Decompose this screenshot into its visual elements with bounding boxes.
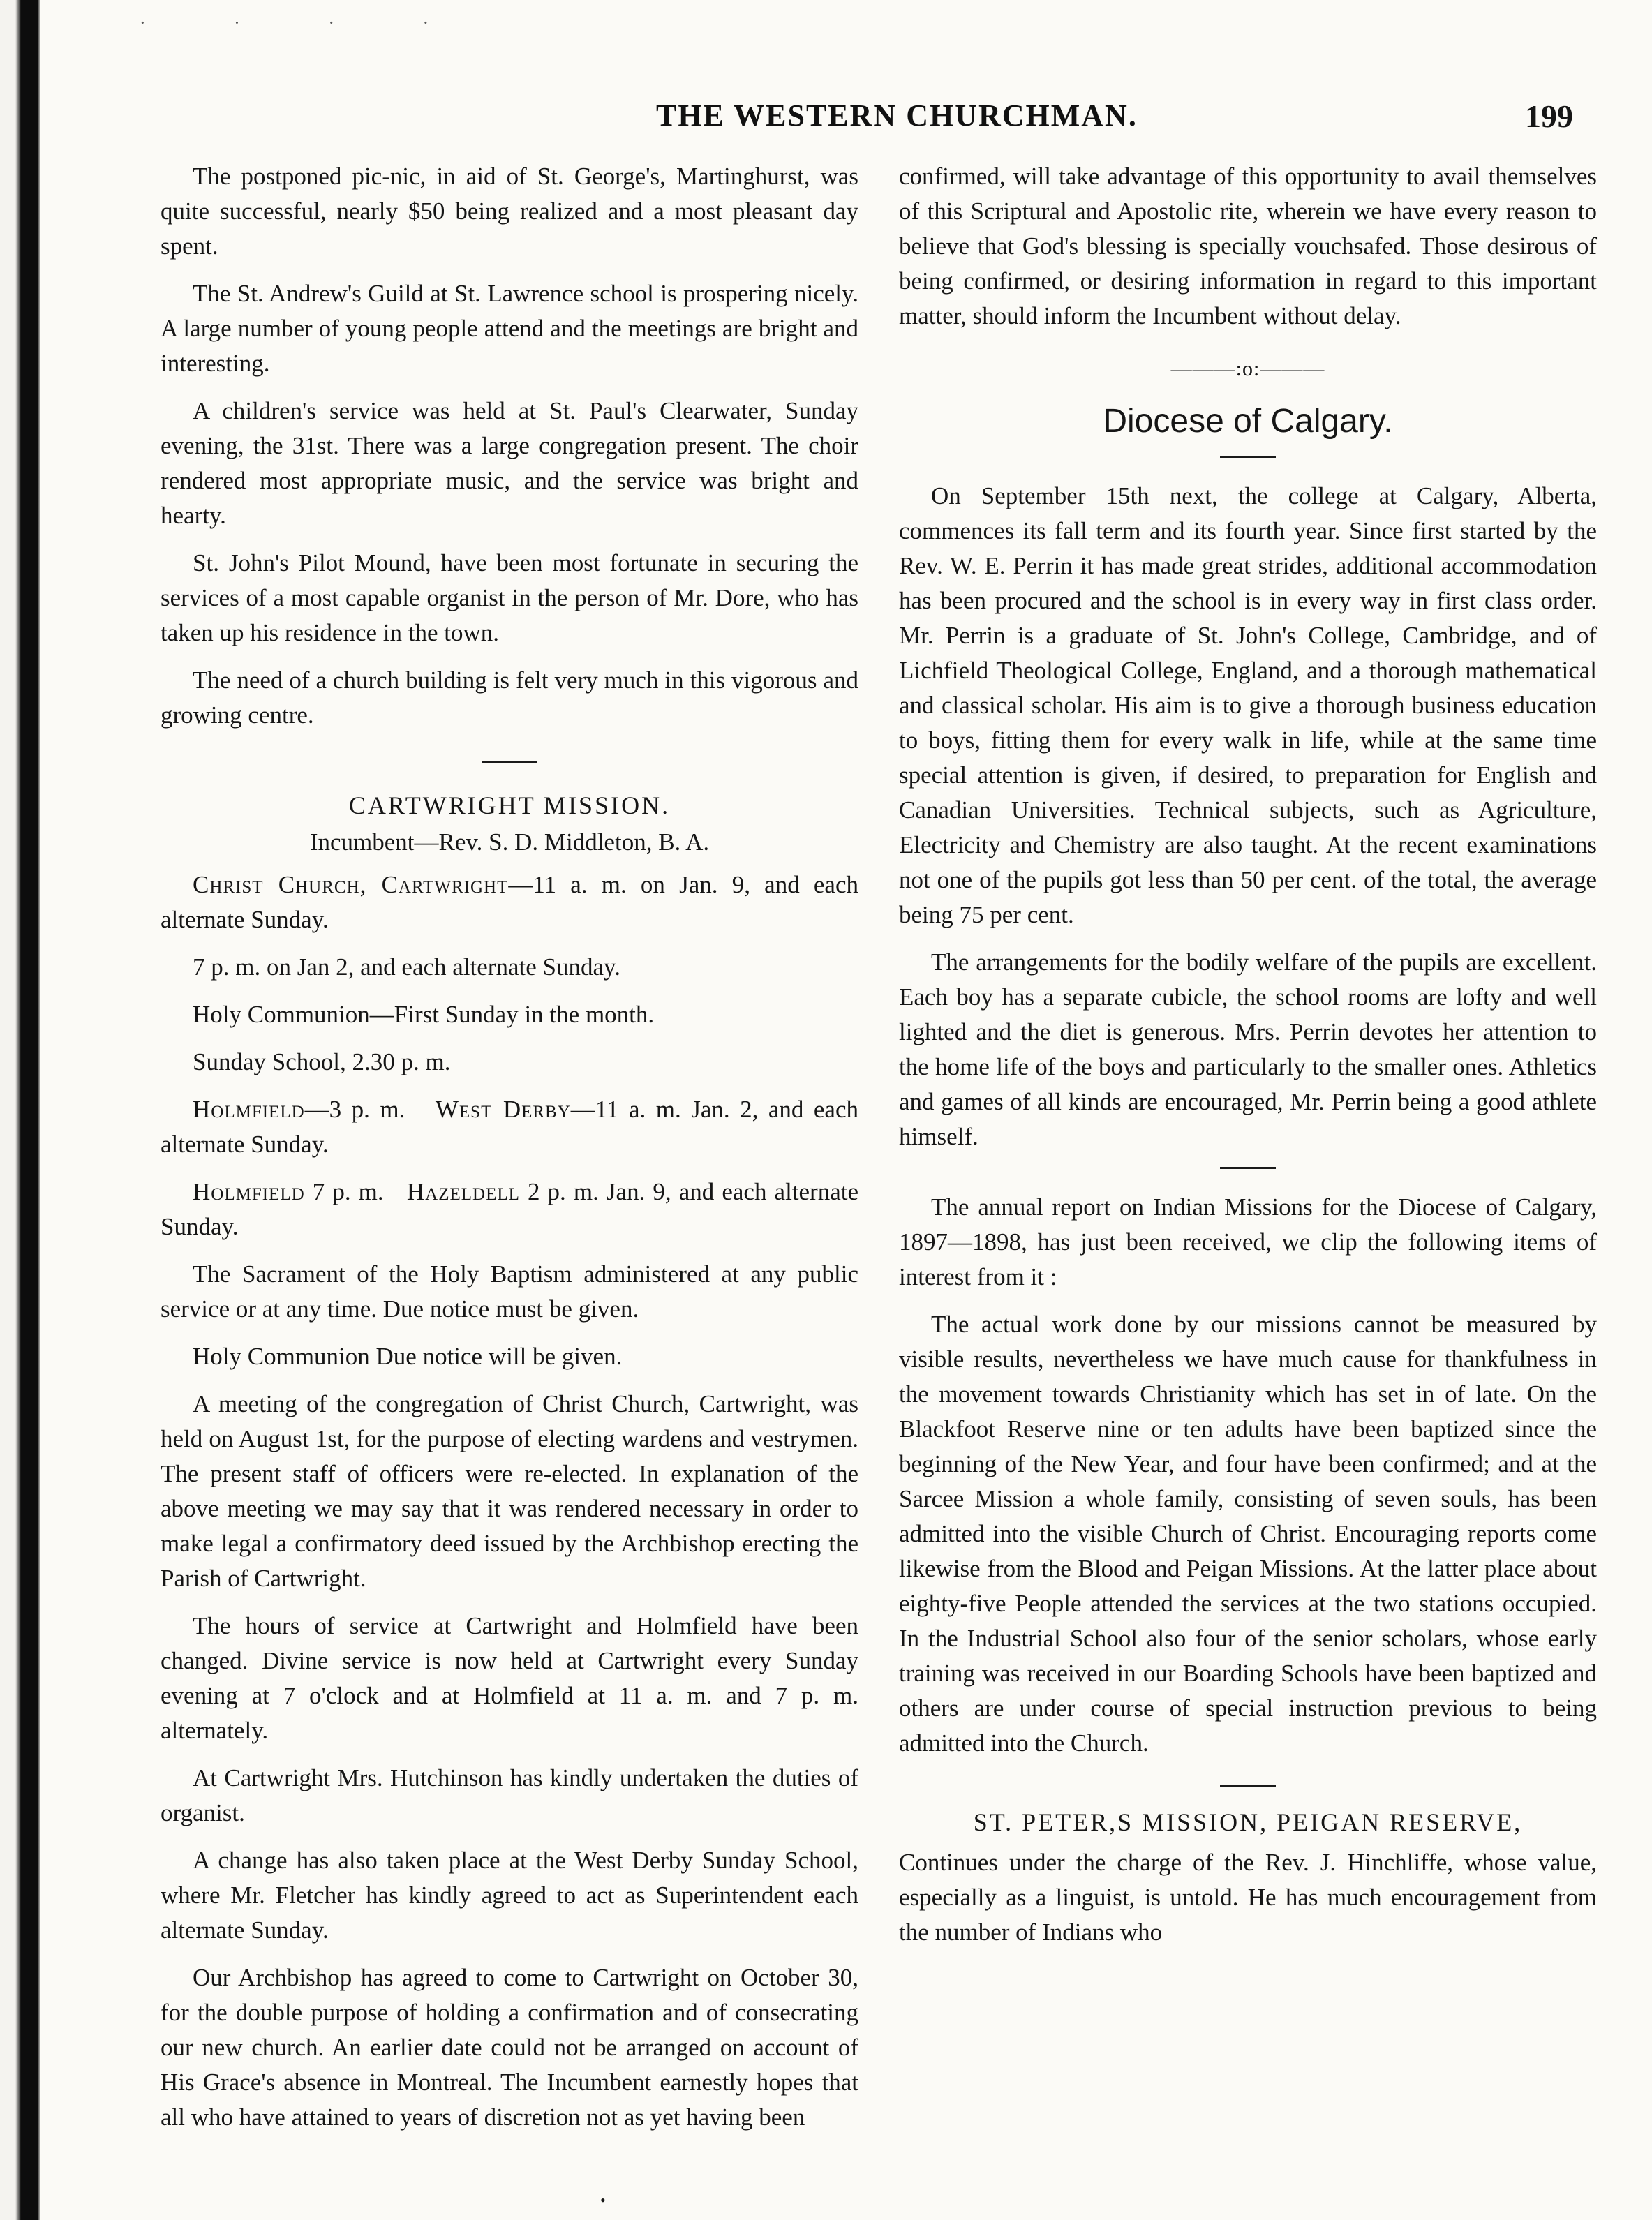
section-divider-3 [1220,1785,1276,1787]
holmfield-evening-label: Holmfield [193,1178,305,1205]
st-peters-mission-heading: ST. PETER,S MISSION, PEIGAN RESERVE, [973,1808,1523,1836]
west-derby-label: West Derby [435,1096,571,1123]
cartwright-incumbent: Incumbent—Rev. S. D. Middleton, B. A. [309,828,710,856]
scan-speck: • [600,2191,606,2209]
paragraph-annual-report: The annual report on Indian Missions for the Diocese of Calgary, 1897—1898, has just been received, we clip the following items of interest from it : [899,1193,1597,1290]
running-header-title: THE WESTERN CHURCHMAN. [656,98,1138,133]
scan-specks: · · · · [140,13,471,33]
paragraph-organist-pilot-mound: St. John's Pilot Mound, have been most fortunate in securing the services of a most capable organist in the person of Mr. Dore, who has taken up his residence in the town. [161,549,858,646]
holmfield-text: —3 p. m. [304,1096,405,1123]
west-derby-text: —11 a. m. Jan. 2, and each alternate Sunday. [161,1096,859,1158]
paragraph-superintendent: A change has also taken place at the West Derby Sunday School, where Mr. Fletcher has kindly agreed to act as Superintendent each alternate Sunday. [161,1847,858,1944]
hazeldell-label: Hazeldell [406,1178,520,1205]
section-divider-2 [1220,1167,1276,1169]
ornament-divider: ———:o:——— [1170,357,1325,380]
schedule-christ-church [161,867,858,937]
paragraph-holy-communion-notice: Holy Communion Due notice will be given. [193,1343,623,1370]
holmfield-label: Holmfield [193,1096,305,1123]
paragraph-st-peters-mission: Continues under the charge of the Rev. J. Hinchliffe, whose value, especially as a linguist, is untold. He has much encouragement from the number of Indians who [899,1849,1597,1946]
paragraph-childrens-service: A children's service was held at St. Paul's Clearwater, Sunday evening, the 31st. There was a large congregation present. The choir rendered most appropriate music, and the service was bright and hearty. [161,397,858,529]
schedule-holmfield-west-derby [161,1092,858,1162]
paragraph-archbishop-visit: Our Archbishop has agreed to come to Cartwright on October 30, for the double purpose of holding a confirmation and of consecrating our new church. An earlier date could not be arranged on account of His Grace's absence in Montreal. The Incumbent earnestly hopes that all who have attained to years of discretion not as yet having been [161,1964,858,2131]
left-column [161,159,858,2147]
heading-rule [1220,456,1276,458]
page-binding-edge [0,0,40,2220]
paragraph-guild: The St. Andrew's Guild at St. Lawrence school is prospering nicely. A large number of young people attend and the meetings are bright and interesting. [161,280,858,377]
page-number: 199 [1525,98,1573,134]
schedule-holmfield-hazeldell [161,1175,858,1244]
paragraph-organist-cartwright: At Cartwright Mrs. Hutchinson has kindly undertaken the duties of organist. [161,1764,858,1826]
diocese-of-calgary-heading: Diocese of Calgary. [1103,403,1393,440]
hazeldell-text: 2 p. m. Jan. 9, and each alternate Sunday. [161,1178,859,1240]
paragraph-church-building: The need of a church building is felt very much in this vigorous and growing centre. [161,666,858,729]
section-divider [482,761,537,763]
paragraph-calgary-college: On September 15th next, the college at Calgary, Alberta, commences its fall term and its fourth year. Since first started by the Rev. W. E. Perrin it has made great strides, additional accommodation has been procured and the school is in every way in first class order. Mr. Perrin is a graduate of St. John's College, Cambridge, and of Lichfield Theological College, England, and a thorough mathematical and classical scholar. His aim is to give a thorough business education to boys, fitting them for every walk in life, while at the same time special attention is given, if desired, to preparation for English and Canadian Universities. Technical subjects, such as Agriculture, Electricity and Chemistry are also taught. At the recent examinations not one of the pupils got less than 50 per cent. of the total, the average being 75 per cent. [899,482,1597,928]
paragraph-picnic: The postponed pic-nic, in aid of St. George's, Martinghurst, was quite successful, nearly $50 being realized and a most pleasant day spent. [161,163,858,260]
schedule-evening: 7 p. m. on Jan 2, and each alternate Sunday. [193,953,620,981]
schedule-holy-communion: Holy Communion—First Sunday in the month. [193,1001,655,1028]
right-column [899,159,1597,1962]
cartwright-mission-heading: CARTWRIGHT MISSION. [348,791,671,819]
christ-church-label: Christ Church, Cartwright [193,871,509,898]
paragraph-hours-changed: The hours of service at Cartwright and Holmfield have been changed. Divine service is now held at Cartwright every Sunday evening at 7 o'clock and at Holmfield at 11 a. m. and 7 p. m. alternately. [161,1612,858,1744]
paragraph-confirmation-continued: confirmed, will take advantage of this opportunity to avail themselves of this Scriptural and Apostolic rite, wherein we have every reason to believe that God's blessing is specially vouchsafed. Those desirous of being confirmed, or desiring information in regard to this important matter, should inform the Incumbent without delay. [899,163,1597,329]
schedule-sunday-school: Sunday School, 2.30 p. m. [193,1048,451,1075]
paragraph-pupil-welfare: The arrangements for the bodily welfare of the pupils are excellent. Each boy has a separate cubicle, the school rooms are lofty and well lighted and the diet is generous. Mrs. Perrin devotes her attention to the home life of the boys and particularly to the smaller ones. Athletics and games of all kinds are encouraged, Mr. Perrin being a good athlete himself. [899,948,1597,1150]
paragraph-baptism: The Sacrament of the Holy Baptism administered at any public service or at any time. Due notice must be given. [161,1260,858,1323]
paragraph-missions-work: The actual work done by our missions cannot be measured by visible results, nevertheless we have much cause for thankfulness in the movement towards Christianity which has set in of late. On the Blackfoot Reserve nine or ten adults have been baptized since the beginning of the New Year, and four have been confirmed; and at the Sarcee Mission a whole family, consisting of seven souls, has been admitted into the visible Church of Christ. Encouraging reports come likewise from the Blood and Peigan Missions. At the latter place about eighty-five People attended the services at the two stations occupied. In the Industrial School also four of the senior scholars, whose early training was received in our Boarding Schools have been baptized and others are under course of special instruction previous to being admitted into the Church. [899,1311,1597,1757]
holmfield-evening-text: 7 p. m. [304,1178,384,1205]
christ-church-text: —11 a. m. on Jan. 9, and each alternate Sunday. [161,871,858,933]
paragraph-vestry-meeting: A meeting of the congregation of Christ Church, Cartwright, was held on August 1st, for the purpose of electing wardens and vestrymen. The present staff of officers were re-elected. In explanation of the above meeting we may say that it was rendered necessary in order to make legal a confirmatory deed issued by the Archbishop erecting the Parish of Cartwright. [161,1390,858,1592]
